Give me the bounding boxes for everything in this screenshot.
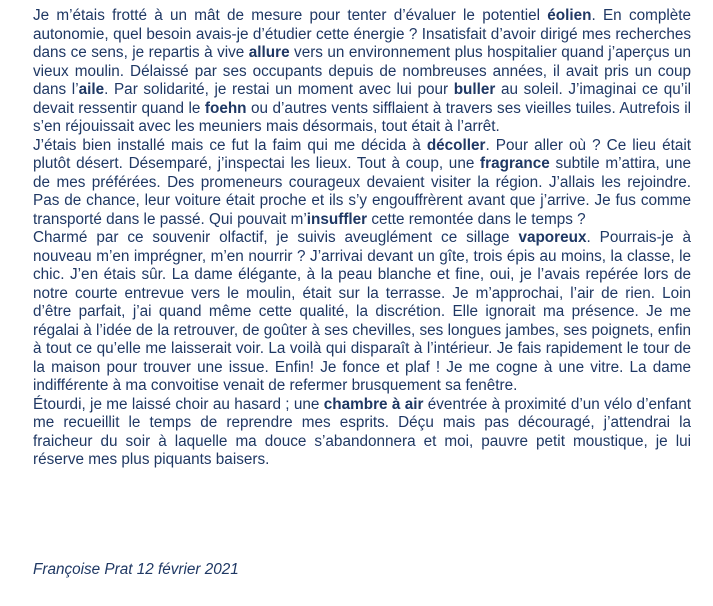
keyword: éolien	[547, 7, 592, 24]
keyword: allure	[248, 44, 290, 61]
author-signature: Françoise Prat 12 février 2021	[33, 561, 239, 578]
story-text	[33, 7, 691, 470]
text-segment: . Par solidarité, je restai un moment avec lui pour	[104, 81, 454, 98]
text-segment: . En complète autonomie, quel besoin avais-je d’étudier cette énergie ? Insatisfait d’avoir dirigé mes recherches dans ce sens, je repartis à vive	[33, 7, 692, 61]
text-segment: au soleil. J’imaginai ce qu’il devait ressentir quand le	[33, 81, 691, 117]
text-segment: Étourdi, je me laissé choir au hasard ; une	[33, 395, 324, 413]
keyword: foehn	[204, 99, 247, 117]
text-segment: J’étais bien installé mais ce fut la faim qui me décida à	[33, 136, 427, 154]
text-segment: Charmé par ce souvenir olfactif, je suivis aveuglément ce sillage	[33, 229, 519, 246]
paragraph-3	[33, 229, 691, 396]
text-segment: vers un environnement plus hospitalier quand j’aperçus un vieux moulin. Délaissé par ses occupants depuis de nombreuses années, il avait pris un coup dans l’	[33, 44, 691, 98]
keyword: insuffler	[306, 210, 368, 228]
paragraph-2	[33, 137, 691, 230]
text-segment: . Pour aller où ? Ce lieu était plutôt désert. Désemparé, j’inspectai les lieux. Tout à coup, une	[33, 136, 691, 172]
keyword: aile	[78, 81, 105, 98]
keyword: buller	[453, 81, 496, 98]
text-segment: ou d’autres vents sifflaient à travers ses vieilles tuiles. Autrefois il s’en réjouissait avec les meuniers mais désormais, tout était à l’arrêt.	[33, 99, 691, 135]
text-segment: . Pourrais-je à nouveau m’en imprégner, m’en nourrir ? J’arrivai devant un gîte, trois épis au moins, la classe, le chic. J’en étais sûr. La dame élégante, à la peau blanche et fine, oui, je l’avais repérée lors de notre courte entrevue vers le moulin, était sur la terrasse. Je m’approchai, l’air de rien. Loin d’être parfait, j’ai quand même cette qualité, la discrétion. Elle ignorait ma présence. Je me régalai à l’idée de la retrouver, de goûter à ses chevilles, ses longues jambes, ses poignets, enfin à tout ce qu’elle me laisserait voir. La voilà qui disparaît à l’intérieur. Je fais rapidement le tour de la maison pour trouver une issue. Enfin! Je fonce et plaf ! Je me cogne à une vitre. La dame indifférente à ma convoitise venait de refermer brusquement sa fenêtre.	[33, 229, 692, 394]
text-segment: Je m’étais frotté à un mât de mesure pour tenter d’évaluer le potentiel	[33, 7, 548, 24]
text-segment: cette remontée dans le temps ?	[367, 210, 586, 228]
keyword: fragrance	[480, 155, 550, 172]
keyword: vaporeux	[518, 229, 587, 246]
paragraph-1	[33, 7, 691, 137]
paragraph-4	[33, 396, 691, 470]
text-segment: éventrée à proximité d’un vélo d’enfant me recueillit le temps de reprendre mes esprits. Déçu mais pas découragé, j’attendrai la fraicheur du soir à laquelle ma douce s’abandonnera et moi, pauvre petit moustique, je lui réserve mes plus piquants baisers.	[33, 395, 691, 468]
keyword: décoller	[426, 136, 486, 154]
keyword: chambre à air	[323, 395, 424, 413]
text-segment: subtile m’attira, une de mes préférées. Des promeneurs courageux devaient visiter la région. J’allais les rejoindre. Pas de chance, leur voiture était proche et ils s’y engouffrèrent avant que j’arrive. Je fus comme transporté dans le passé. Qui pouvait m’	[33, 155, 692, 228]
